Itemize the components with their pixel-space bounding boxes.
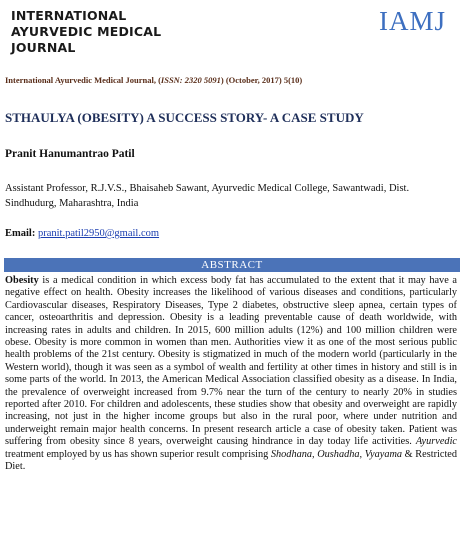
journal-name-line-3: JOURNAL: [11, 40, 76, 55]
page-header: [0, 0, 464, 70]
abstract-text: is a medical condition in which excess body fat has accumulated to the extent that it may have a negative effect on health. Obesity increases the likelihood of various diseases and conditions, particularly Cardiovascular diseases, Respiratory Diseases, Type 2 diabetes, obstructive sleep apnea, certain types of cancer, osteoarthritis and depression. Obesity is a leading preventable cause of death worldwide, with increasing rates in adults and children. In 2015, 600 million adults (12%) and 100 million children were obese. Obesity is more common in women than men. Authorities view it as one of the most serious public health problems of the 21st century. Obesity is stigmatized in much of the modern world (particularly in the Western world), though it was seen as a symbol of wealth and fertility at other times in history and still is in some parts of the world. In 2013, the American Medical Association classified obesity as a disease. In India, the prevalence of overweight increased from 9.7% near the turn of the century to nearly 20% in studies reported after 2010. For children and adolescents, these studies show that obesity and overweight are rapidly increasing, not just in the higher income groups but also in the rural poor, where under nutrition and underweight remain major health concerns. In present research article a case of obesity taken. Patient was suffering from obesity since 8 years, overweight causing hindrance in day today life activities.: [5, 275, 457, 448]
abstract-body: [5, 275, 457, 474]
journal-name-line-1: INTERNATIONAL: [11, 8, 127, 23]
abstract-italic-ayurvedic: Ayurvedic: [415, 436, 457, 448]
author-name: Pranit Hanumantrao Patil: [5, 148, 135, 160]
email-link[interactable]: pranit.patil2950@gmail.com: [37, 228, 160, 239]
citation-suffix: ) (October, 2017) 5(10): [220, 75, 303, 85]
citation-issn: ISSN: 2320 5091: [160, 75, 221, 85]
abstract-lead: Obesity: [5, 275, 39, 286]
journal-name-line-2: AYURVEDIC MEDICAL: [11, 24, 162, 39]
abstract-text-end: & Restricted Diet.: [5, 448, 458, 473]
article-title: STHAULYA (OBESITY) A SUCCESS STORY- A CASE STUDY: [5, 110, 364, 125]
citation-prefix: International Ayurvedic Medical Journal, (: [5, 75, 161, 85]
journal-name: [11, 8, 161, 56]
email-line: [5, 228, 159, 239]
abstract-italic-treatments: Shodhana, Oushadha, Vyayama: [270, 448, 403, 460]
abstract-text-mid: treatment employed by us has shown superior result comprising: [5, 448, 271, 460]
journal-logo: IAMJ: [378, 6, 446, 36]
author-affiliation: Assistant Professor, R.J.V.S., Bhaisaheb Sawant, Ayurvedic Medical College, Sawantwadi, Dist. Sindhudurg, Maharashtra, India: [5, 183, 410, 209]
citation-line: [5, 75, 459, 85]
email-label: Email:: [5, 228, 36, 239]
abstract-heading: ABSTRACT: [4, 258, 460, 272]
